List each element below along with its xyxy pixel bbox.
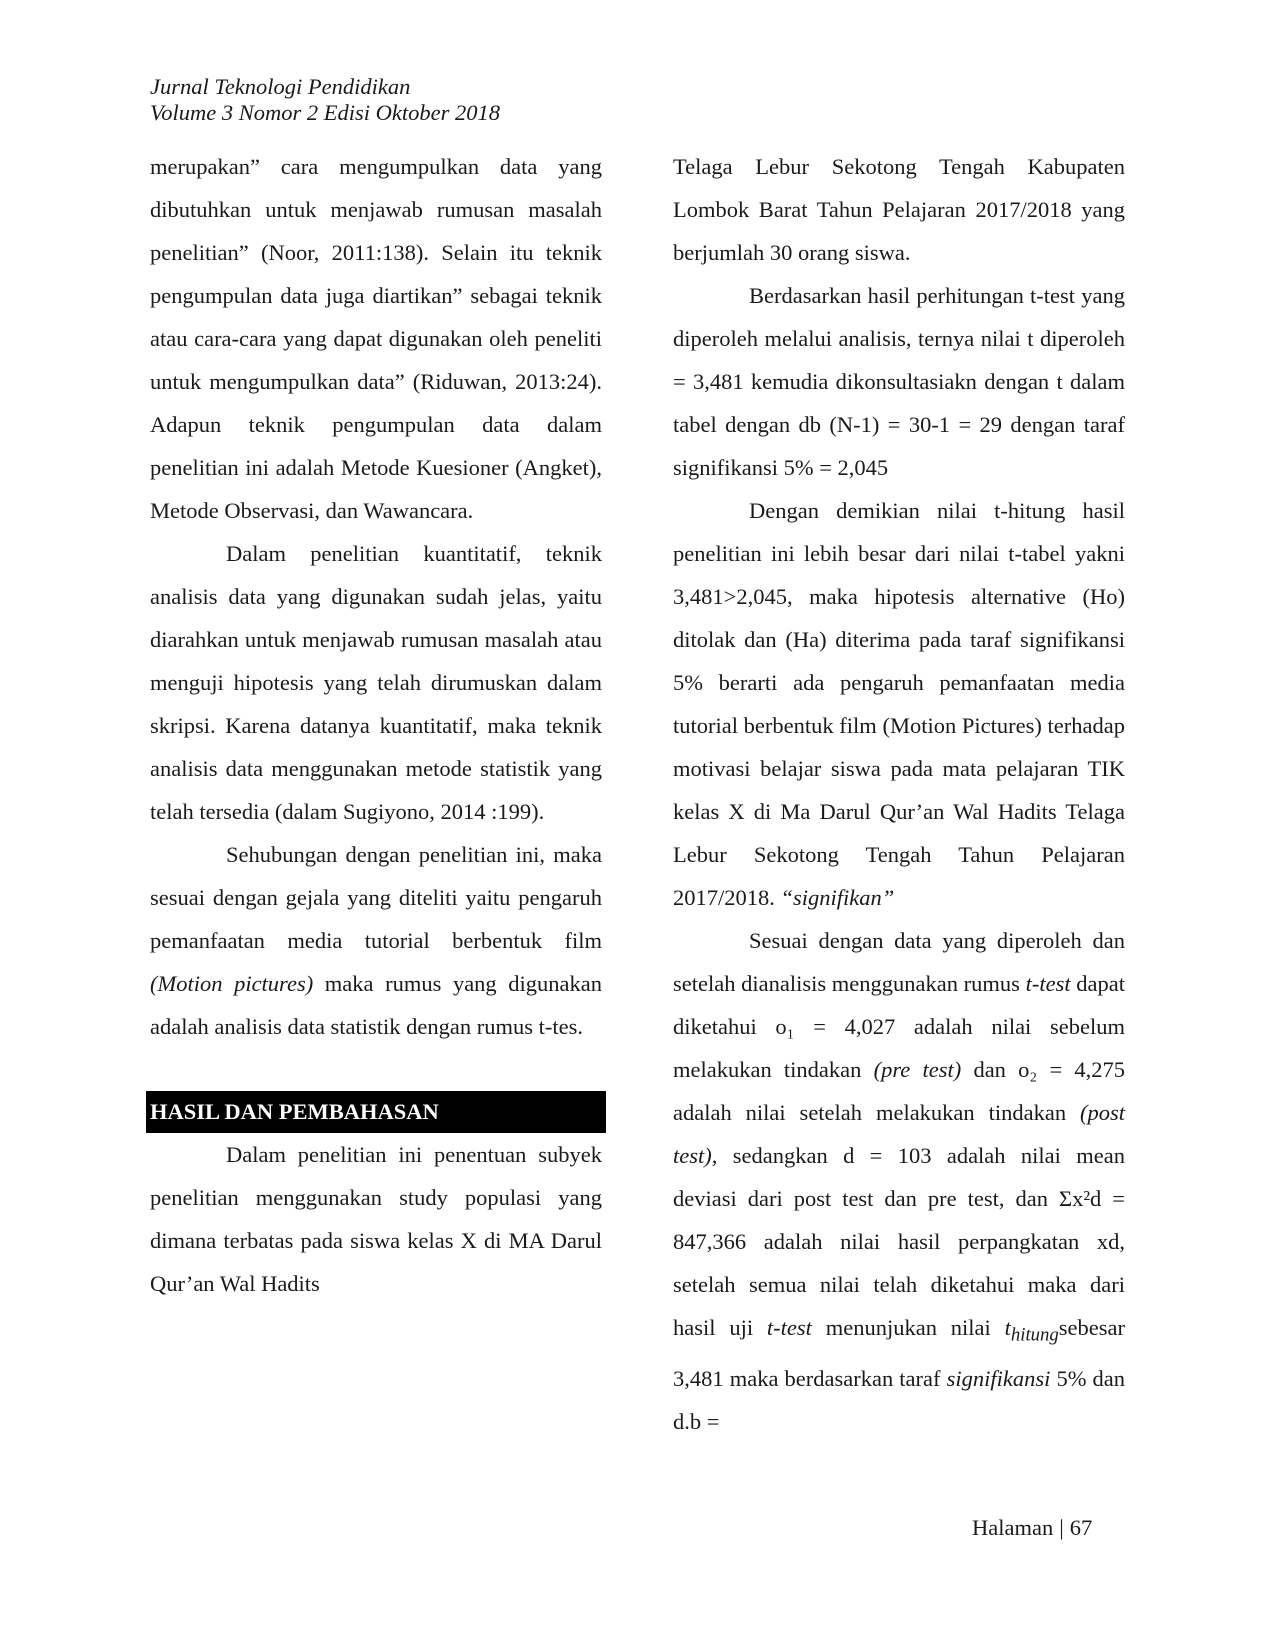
paragraph: Sesuai dengan data yang diperoleh dan setelah dianalisis menggunakan rumus t-test dapat diketahui o₁ = 4,027 adalah nilai sebelum melakukan tindakan (pre test) dan o₂ = 4,275 adalah nilai setelah melakukan tindakan (post test), sedangkan d = 103 adalah nilai mean deviasi dari post test dan pre test, dan Σx²d = 847,366 adalah nilai hasil perpangkatan xd, setelah semua nilai telah diketahui maka dari hasil uji t-test menunjukan nilai $t_{hitung}sebesar$ 3,481 maka berdasarkan taraf signifikansi 5% dan d.b =	[673, 928, 1126, 1434]
paragraph: Sehubungan dengan penelitian ini, maka sesuai dengan gejala yang diteliti yaitu pengaruh pemanfaatan media tutorial berbentuk film (Motion pictures) maka rumus yang digunakan adalah analisis data statistik dengan rumus t-tes.	[150, 842, 602, 1039]
section-heading: HASIL DAN PEMBAHASAN	[146, 1091, 606, 1133]
left-column	[150, 145, 602, 1305]
paragraph: Telaga Lebur Sekotong Tengah Kabupaten Lombok Barat Tahun Pelajaran 2017/2018 yang berjumlah 30 orang siswa.	[673, 154, 1125, 265]
running-header	[150, 74, 500, 126]
right-column	[673, 145, 1125, 1443]
journal-volume: Volume 3 Nomor 2 Edisi Oktober 2018	[150, 100, 500, 125]
paragraph: Dengan demikian nilai t-hitung hasil penelitian ini lebih besar dari nilai t-tabel yakni 3,481>2,045, maka hipotesis alternative (Ho) ditolak dan (Ha) diterima pada taraf signifikansi 5% berarti ada pengaruh pemanfaatan media tutorial berbentuk film (Motion Pictures) terhadap motivasi belajar siswa pada mata pelajaran TIK kelas X di Ma Darul Qur’an Wal Hadits Telaga Lebur Sekotong Tengah Tahun Pelajaran 2017/2018. “signifikan”	[673, 498, 1125, 910]
page-footer	[972, 1515, 1092, 1541]
paragraph: Berdasarkan hasil perhitungan t-test yang diperoleh melalui analisis, ternya nilai t diperoleh = 3,481 kemudia dikonsultasiakn dengan t dalam tabel dengan db (N-1) = 30-1 = 29 dengan taraf signifikansi 5% = 2,045	[673, 283, 1125, 480]
paragraph: Dalam penelitian ini penentuan subyek penelitian menggunakan study populasi yang dimana terbatas pada siswa kelas X di MA Darul Qur’an Wal Hadits	[150, 1142, 602, 1296]
page-number: 67	[1069, 1515, 1093, 1540]
paragraph: Dalam penelitian kuantitatif, teknik analisis data yang digunakan sudah jelas, yaitu diarahkan untuk menjawab rumusan masalah atau menguji hipotesis yang telah dirumuskan dalam skripsi. Karena datanya kuantitatif, maka teknik analisis data menggunakan metode statistik yang telah tersedia (dalam Sugiyono, 2014 :199).	[150, 541, 602, 824]
paragraph: merupakan” cara mengumpulkan data yang dibutuhkan untuk menjawab rumusan masalah penelitian” (Noor, 2011:138). Selain itu teknik pengumpulan data juga diartikan” sebagai teknik atau cara-cara yang dapat digunakan oleh peneliti untuk mengumpulkan data” (Riduwan, 2013:24). Adapun teknik pengumpulan data dalam penelitian ini adalah Metode Kuesioner (Angket), Metode Observasi, dan Wawancara.	[150, 154, 602, 523]
footer-separator: |	[1059, 1515, 1064, 1540]
journal-title: Jurnal Teknologi Pendidikan	[150, 74, 411, 99]
footer-label: Halaman	[972, 1515, 1054, 1540]
